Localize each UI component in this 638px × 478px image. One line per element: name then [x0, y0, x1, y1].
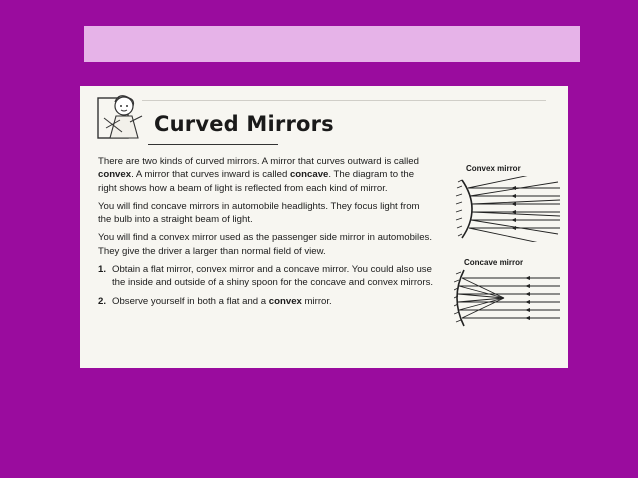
convex-mirror-diagram [454, 176, 564, 242]
worksheet-heading: Curved Mirrors [154, 112, 334, 136]
worksheet-text [98, 155, 434, 313]
activity-steps [98, 263, 434, 308]
reading-child-icon [96, 88, 146, 146]
list-item: 1. Obtain a flat mirror, convex mirror and a concave mirror. You could also use the inside and outside of a shiny spoon for the concave and convex mirrors. [98, 264, 434, 289]
keyword-concave: concave [289, 169, 329, 181]
side-mirror-paragraph: You will find a convex mirror used as the passenger side mirror in automobiles. They give the driver a larger than normal field of view. [98, 232, 432, 257]
heading-rule [148, 144, 278, 145]
convex-mirror-label: Convex mirror [466, 164, 521, 173]
intro-paragraph: There are two kinds of curved mirrors. A mirror that curves outward is called convex. A mirror that curves inward is called concave. The diagram to the right shows how a beam of light is reflected from each kind of mirror. [98, 156, 419, 194]
slide-title-band [84, 26, 580, 62]
header-rule [142, 100, 546, 101]
list-item: 2. Observe yourself in both a flat and a convex mirror. [98, 295, 332, 307]
keyword-convex: convex [98, 169, 132, 181]
headlights-paragraph: You will find concave mirrors in automobile headlights. They focus light from the bulb into a straight beam of light. [98, 200, 420, 226]
concave-mirror-label: Concave mirror [464, 258, 524, 267]
concave-mirror-diagram [454, 268, 564, 328]
worksheet-scan [80, 86, 568, 368]
